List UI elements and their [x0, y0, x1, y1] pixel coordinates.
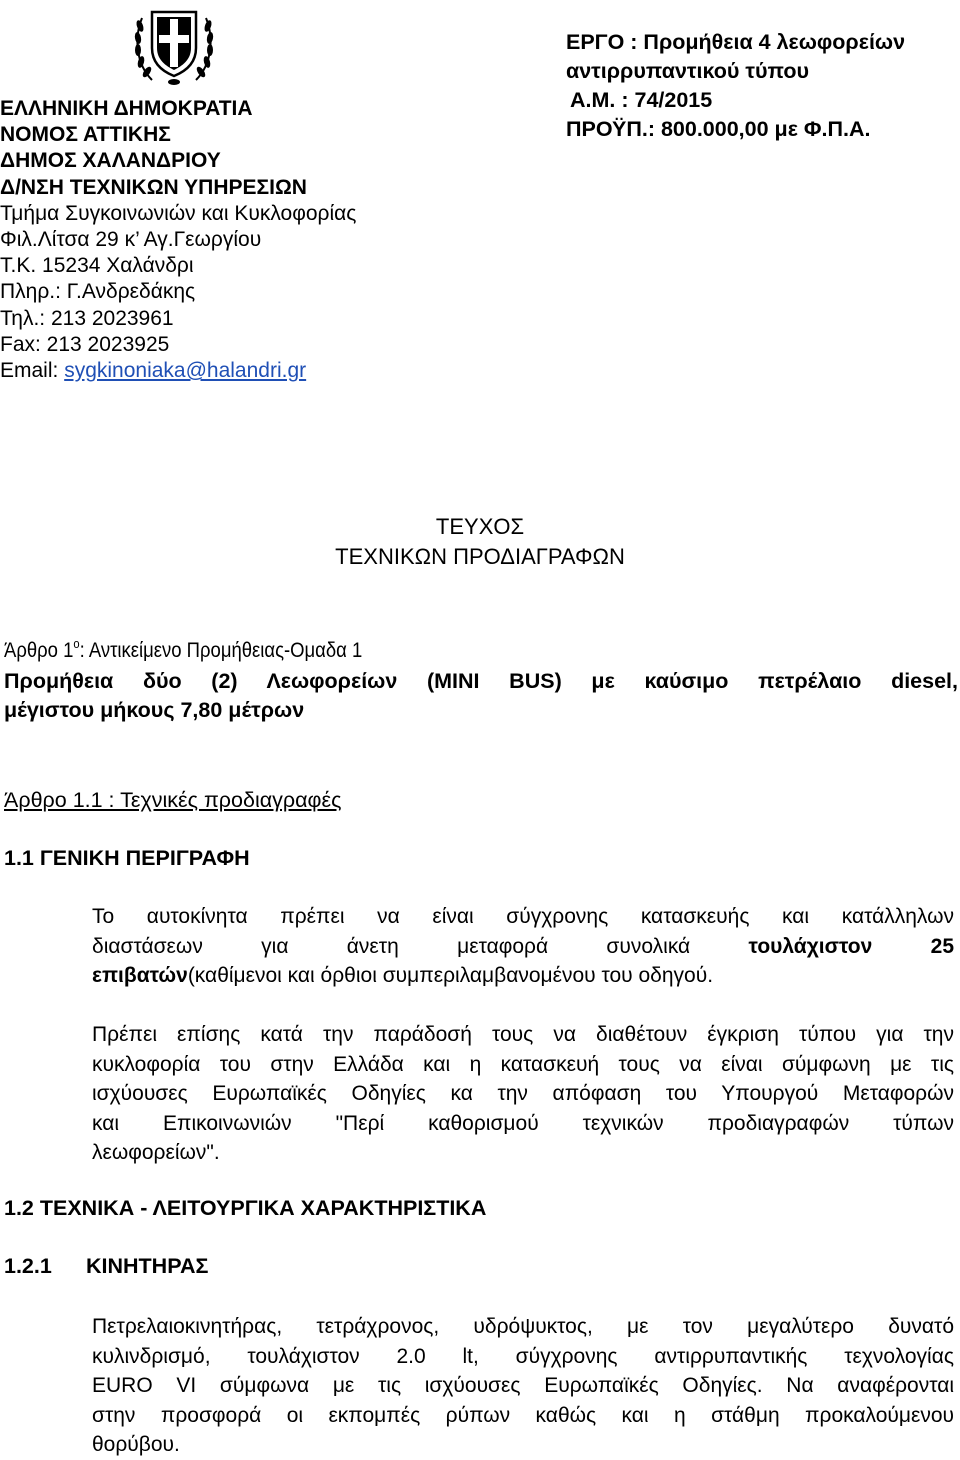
- article-1-line2: Προμήθεια δύο (2) Λεωφορείων (MINI BUS) με καύσιμο πετρέλαιο diesel,: [4, 669, 958, 693]
- p1-line2: [92, 932, 954, 962]
- article-1-line3: μέγιστου μήκους 7,80 μέτρων: [4, 698, 305, 722]
- p2-line5: λεωφορείων".: [92, 1141, 220, 1164]
- document-title-line2: ΤΕΧΝΙΚΩΝ ΠΡΟΔΙΑΓΡΑΦΩΝ: [335, 544, 625, 569]
- section-1-1-paragraph-1: [92, 902, 954, 991]
- department-line: Τμήμα Συγκοινωνιών και Κυκλοφορίας: [0, 201, 357, 225]
- p2-line3: ισχύουσες Ευρωπαϊκές Οδηγίες κα την απόφαση του Υπουργού Μεταφορών: [92, 1082, 954, 1105]
- contact-person-line: Πληρ.: Γ.Ανδρεδάκης: [0, 280, 196, 304]
- section-1-2-1-paragraph: [92, 1312, 954, 1460]
- directorate-line: Δ/ΝΣΗ ΤΕΧΝΙΚΩΝ ΥΠΗΡΕΣΙΩΝ: [0, 175, 307, 199]
- street-line: Φιλ.Λίτσα 29 κ’ Αγ.Γεωργίου: [0, 228, 262, 252]
- project-title-line: ΕΡΓΟ : Προμήθεια 4 λεωφορείων: [566, 30, 906, 54]
- article-1-block: [4, 636, 958, 725]
- p2-line4: και Επικοινωνιών "Περί καθορισμού τεχνικών προδιαγραφών τύπων: [92, 1111, 954, 1135]
- p1-line1: Το αυτοκίνητα πρέπει να είναι σύγχρονης κατασκευής και κατάλληλων: [92, 905, 954, 928]
- engine-line2: κυλινδρισμό, τουλάχιστον 2.0 lt, σύγχρονης αντιρρυπαντικής τεχνολογίας: [92, 1344, 954, 1368]
- article-1-heading: [4, 636, 958, 667]
- project-subtitle-line: αντιρρυπαντικού τύπου: [566, 59, 809, 83]
- article-1-sup: ο: [73, 636, 80, 651]
- p2-line2: κυκλοφορία του στην Ελλάδα και η κατασκευή τους να είναι σύμφωνη με τις: [92, 1052, 954, 1076]
- country-line: ΕΛΛΗΝΙΚΗ ΔΗΜΟΚΡΑΤΙΑ: [0, 97, 253, 120]
- engine-line1: Πετρελαιοκινητήρας, τετράχρονος, υδρόψυκτος, με τον μεγαλύτερο δυνατό: [92, 1315, 954, 1338]
- section-1-2-1-number: 1.2.1: [4, 1254, 52, 1278]
- email-link[interactable]: sygkinoniaka@halandri.gr: [64, 359, 307, 383]
- sender-address-block: [0, 96, 460, 384]
- municipality-line: ΔΗΜΟΣ ΧΑΛΑΝΔΡΙΟΥ: [0, 149, 221, 173]
- engine-line4: στην προσφορά οι εκπομπές ρύπων καθώς και η στάθμη προκαλούμενου: [92, 1403, 954, 1427]
- email-label: Email:: [0, 359, 65, 383]
- section-1-1-heading: 1.1 ΓΕΝΙΚΗ ΠΕΡΙΓΡΑΦΗ: [4, 846, 250, 870]
- email-line: [0, 358, 460, 384]
- p1-line2-bold: τουλάχιστον 25: [748, 934, 954, 958]
- p1-line3-text: (καθίμενοι και όρθιοι συμπεριλαμβανομένου του οδηγού.: [187, 964, 714, 987]
- prefecture-line: ΝΟΜΟΣ ΑΤΤΙΚΗΣ: [0, 123, 171, 147]
- document-title-line1: ΤΕΥΧΟΣ: [435, 514, 525, 539]
- p1-line3: [92, 961, 954, 991]
- p1-line3-bold: επιβατών: [92, 964, 188, 987]
- article-1-rest: : Αντικείμενο Προμήθειας-Ομαδα 1: [79, 638, 363, 662]
- phone-line: Τηλ.: 213 2023961: [0, 306, 174, 330]
- fax-line: Fax: 213 2023925: [0, 332, 170, 356]
- engine-line3: EURO VI σύμφωνα με τις ισχύουσες Ευρωπαϊκές Οδηγίες. Να αναφέρονται: [92, 1374, 954, 1397]
- section-1-2-1-heading: ΚΙΝΗΤΗΡΑΣ: [86, 1254, 209, 1278]
- engine-line5: θορύβου.: [92, 1433, 180, 1456]
- p1-line2-text: διαστάσεων για άνετη μεταφορά συνολικά: [92, 934, 749, 958]
- greek-emblem-icon: [128, 2, 220, 88]
- project-info-block: [566, 28, 956, 144]
- p2-line1: Πρέπει επίσης κατά την παράδοσή τους να διαθέτουν έγκριση τύπου για την: [92, 1023, 954, 1046]
- article-1-1-heading: Άρθρο 1.1 : Τεχνικές προδιαγραφές: [4, 788, 342, 812]
- article-1-prefix: Άρθρο 1: [4, 638, 74, 662]
- section-1-2-heading: 1.2 ΤΕΧΝΙΚΑ - ΛΕΙΤΟΥΡΓΙΚΑ ΧΑΡΑΚΤΗΡΙΣΤΙΚΑ: [4, 1196, 487, 1220]
- budget-line: ΠΡΟΫΠ.: 800.000,00 με Φ.Π.Α.: [566, 117, 871, 141]
- project-number-line: Α.Μ. : 74/2015: [570, 88, 713, 112]
- section-1-1-paragraph-2: [92, 1020, 954, 1168]
- postcode-line: Τ.Κ. 15234 Χαλάνδρι: [0, 254, 194, 278]
